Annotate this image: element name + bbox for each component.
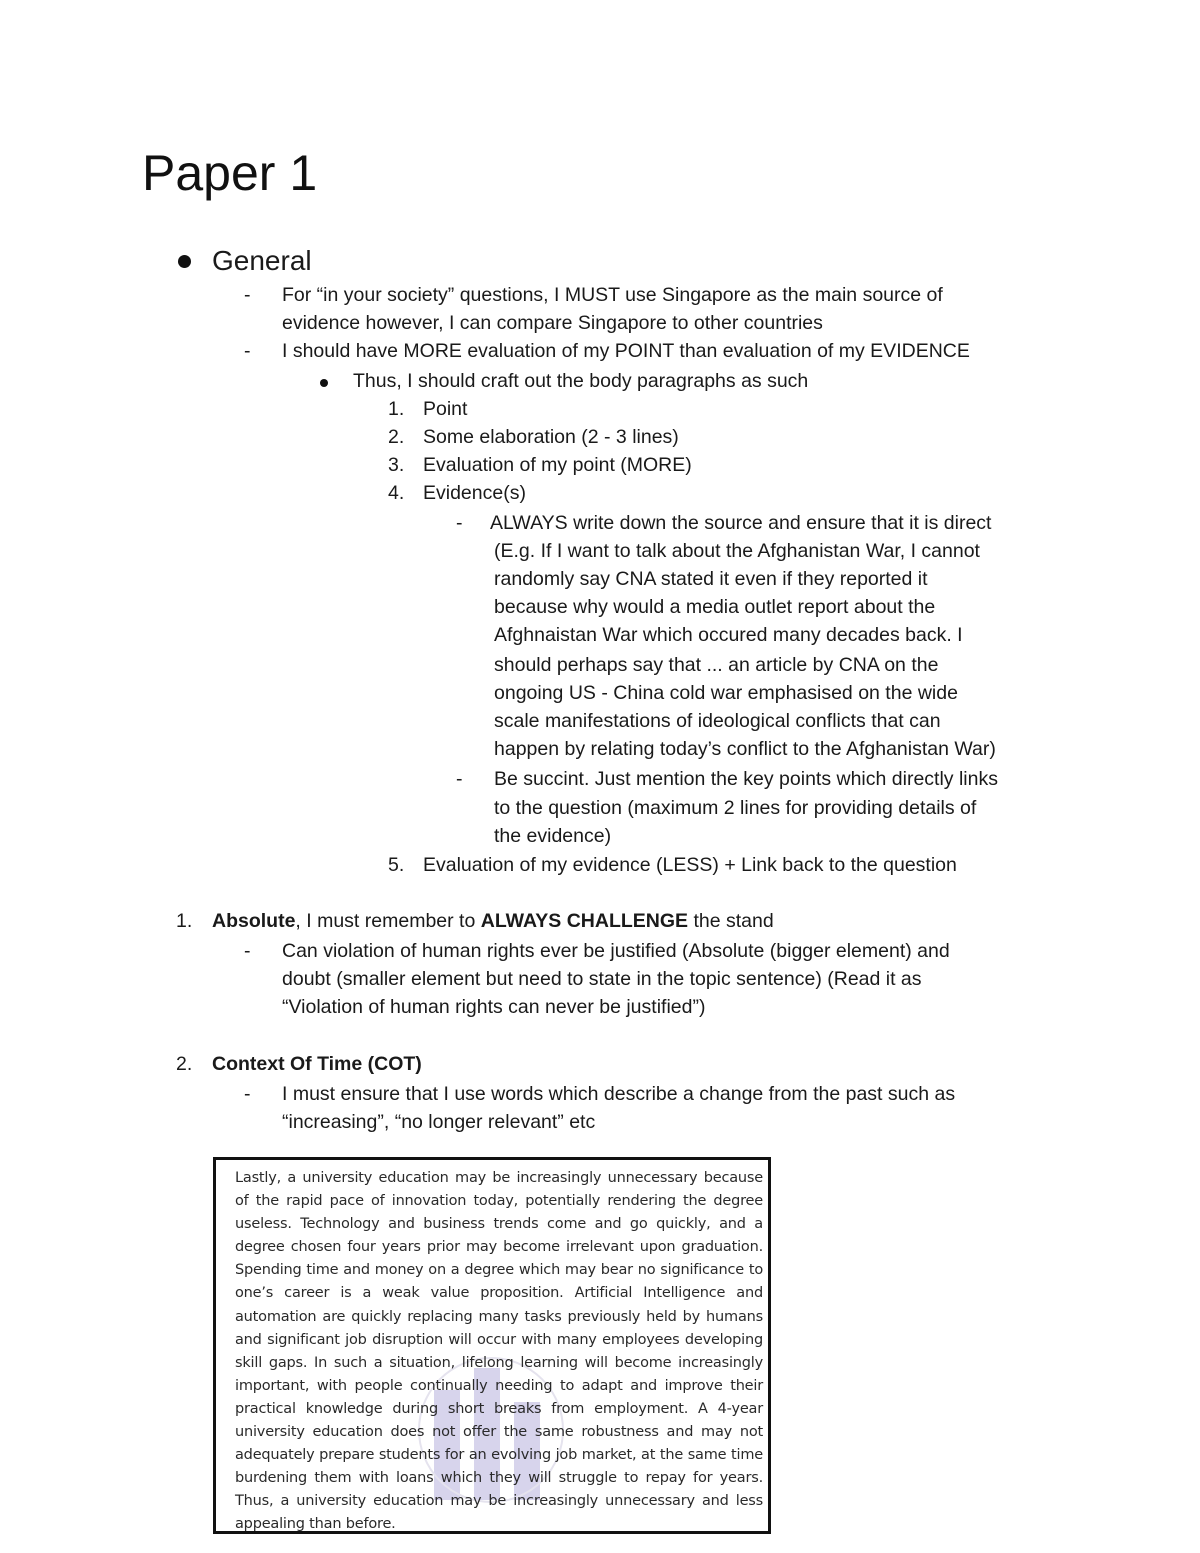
- point-line: “increasing”, “no longer relevant” etc: [282, 1111, 596, 1133]
- evidence-note-line: Be succint. Just mention the key points which directly links: [494, 768, 998, 790]
- evidence-note-line: randomly say CNA stated it even if they reported it: [494, 568, 928, 590]
- dash-marker: -: [244, 1083, 251, 1105]
- point-line: “Violation of human rights can never be justified”): [282, 996, 706, 1018]
- evidence-note-line: should perhaps say that ... an article by CNA on the: [494, 654, 939, 676]
- excerpt-image: [213, 1157, 771, 1534]
- bullet-icon: [178, 255, 191, 268]
- general-line: I should have MORE evaluation of my POINT than evaluation of my EVIDENCE: [282, 340, 970, 362]
- sub-bullet-text: Thus, I should craft out the body paragraphs as such: [353, 370, 809, 392]
- step-text: Evaluation of my evidence (LESS) + Link back to the question: [423, 854, 957, 876]
- evidence-note-line: ALWAYS write down the source and ensure that it is direct: [490, 512, 992, 534]
- step-text: Point: [423, 398, 468, 420]
- point-heading-text: the stand: [688, 910, 774, 932]
- dash-marker: -: [244, 284, 251, 306]
- excerpt-paragraph: Lastly, a university education may be increasingly unnecessary because of the rapid pace of innovation today, potentially rendering the degree useless. Technology and business trends come and go quickly, and a degree chosen four years prior may become irrelevant upon graduation. Spending time and money on a degree which may bear no significance to one’s career is a weak value proposition. Artificial Intelligence and automation are quickly replacing many tasks previously held by humans and significant job disruption will occur with many employees developing skill gaps. In such a situation, lifelong learning will become increasingly important, with people continually needing to adapt and improve their practical knowledge during short breaks from employment. A 4-year university education does not offer the same robustness and may not adequately prepare students for an evolving job market, at the same time burdening them with loans which they will struggle to repay for years. Thus, a university education may be increasingly unnecessary and less appealing than before.: [235, 1170, 763, 1533]
- point-heading-bold: Absolute: [212, 910, 296, 932]
- step-number: 4.: [388, 482, 405, 504]
- point-line: Can violation of human rights ever be justified (Absolute (bigger element) and: [282, 940, 950, 962]
- dash-marker: -: [244, 940, 251, 962]
- general-line: For “in your society” questions, I MUST use Singapore as the main source of: [282, 284, 943, 306]
- point-heading-bold: Context Of Time (COT): [212, 1053, 422, 1075]
- page-title: Paper 1: [142, 145, 318, 201]
- evidence-note-line: to the question (maximum 2 lines for providing details of: [494, 797, 977, 819]
- evidence-note-line: because why would a media outlet report about the: [494, 596, 936, 618]
- point-line: doubt (smaller element but need to state in the topic sentence) (Read it as: [282, 968, 922, 990]
- step-text: Evidence(s): [423, 482, 526, 504]
- point-heading-text: , I must remember to: [295, 910, 481, 932]
- general-heading: General: [212, 245, 312, 276]
- point-number: 1.: [176, 910, 193, 932]
- step-number: 1.: [388, 398, 405, 420]
- step-number: 5.: [388, 854, 405, 876]
- point-number: 2.: [176, 1053, 193, 1075]
- dash-marker: -: [456, 512, 463, 534]
- step-text: Some elaboration (2 - 3 lines): [423, 426, 679, 448]
- general-line: evidence however, I can compare Singapore to other countries: [282, 312, 823, 334]
- bullet-icon: [320, 379, 328, 387]
- evidence-note-line: scale manifestations of ideological conflicts that can: [494, 710, 941, 732]
- evidence-note-line: (E.g. If I want to talk about the Afghanistan War, I cannot: [494, 540, 980, 562]
- point-heading-bold: ALWAYS CHALLENGE: [480, 910, 689, 932]
- evidence-note-line: Afghnaistan War which occured many decades back. I: [494, 624, 963, 646]
- step-number: 2.: [388, 426, 405, 448]
- point-line: I must ensure that I use words which describe a change from the past such as: [282, 1083, 956, 1105]
- step-number: 3.: [388, 454, 405, 476]
- evidence-note-line: happen by relating today’s conflict to the Afghanistan War): [494, 738, 996, 760]
- dash-marker: -: [456, 768, 463, 790]
- dash-marker: -: [244, 340, 251, 362]
- evidence-note-line: the evidence): [494, 825, 612, 847]
- step-text: Evaluation of my point (MORE): [423, 454, 692, 476]
- evidence-note-line: ongoing US - China cold war emphasised on the wide: [494, 682, 958, 704]
- point-heading: [212, 907, 774, 936]
